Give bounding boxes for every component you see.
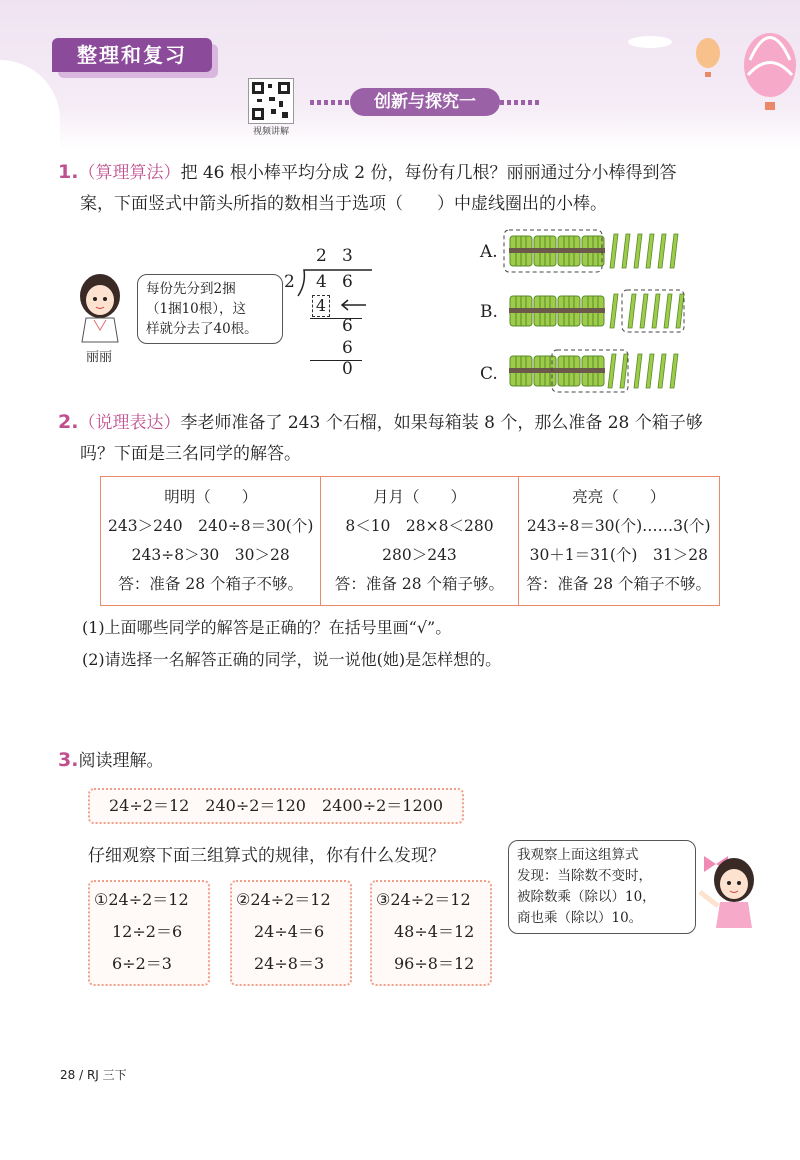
division-bracket bbox=[294, 268, 372, 298]
balloons-icon bbox=[620, 20, 800, 130]
q1-bubble-line: （1捆10根），这 bbox=[146, 301, 247, 317]
student-name: 月月（ ） bbox=[372, 488, 466, 506]
qr-label: 视频讲解 bbox=[252, 127, 289, 137]
solutions-table bbox=[100, 476, 720, 606]
quotient-ones: 3 bbox=[342, 246, 353, 266]
qr-code[interactable] bbox=[248, 78, 294, 124]
option-b-sticks bbox=[509, 290, 684, 332]
group-line: 96÷8＝12 bbox=[394, 954, 475, 973]
q2-tag: （说理表达） bbox=[78, 413, 181, 433]
q2-sub2: (2)请选择一名解答正确的同学，说一说他(她)是怎样想的。 bbox=[82, 650, 502, 669]
group-line: ③24÷2＝12 bbox=[376, 890, 471, 909]
banner-stripe-left bbox=[310, 100, 350, 105]
option-c-label: C. bbox=[480, 364, 498, 384]
solution-line: 答：准备 28 个箱子不够。 bbox=[526, 575, 712, 593]
q3-group-2 bbox=[230, 880, 352, 986]
student-name: 亮亮（ ） bbox=[572, 488, 666, 506]
option-a-label: A. bbox=[480, 242, 498, 262]
q1-text1: 把 46 根小棒平均分成 2 份，每份有几根？丽丽通过分小棒得到答 bbox=[180, 163, 677, 183]
q3-heading bbox=[58, 746, 163, 775]
dividend-ones: 6 bbox=[342, 272, 353, 292]
q3-prompt: 仔细观察下面三组算式的规律，你有什么发现？ bbox=[88, 846, 445, 866]
q3-bubble-line: 被除数乘（除以）10， bbox=[517, 889, 656, 905]
solution-line: 243＞240 240÷8＝30(个) bbox=[107, 517, 314, 535]
section-banner: 创新与探究一 bbox=[350, 88, 500, 116]
q2-text1: 李老师准备了 243 个石榴，如果每箱装 8 个，那么准备 28 个箱子够 bbox=[180, 413, 703, 433]
group-line: ①24÷2＝12 bbox=[94, 890, 189, 909]
solution-line: 30＋1＝31(个) 31＞28 bbox=[529, 546, 708, 564]
option-b-label: B. bbox=[480, 302, 498, 322]
sticks-options bbox=[500, 226, 700, 396]
section-title: 整理和复习 bbox=[52, 38, 212, 72]
girl-with-bow-icon bbox=[694, 850, 764, 930]
q3-group-3 bbox=[370, 880, 492, 986]
group-line: 12÷2＝6 bbox=[112, 922, 183, 941]
group-line: 48÷4＝12 bbox=[394, 922, 475, 941]
banner-stripe-right bbox=[500, 100, 540, 105]
q3-bubble bbox=[508, 840, 696, 934]
group-line: 6÷2＝3 bbox=[112, 954, 172, 973]
divisor: 2 bbox=[284, 272, 295, 292]
division-rule-2 bbox=[310, 360, 362, 361]
q3-title: 阅读理解。 bbox=[78, 751, 164, 771]
solution-liangliang bbox=[518, 477, 719, 606]
group-line: ②24÷2＝12 bbox=[236, 890, 331, 909]
q3-number: 3. bbox=[58, 749, 79, 771]
q2-line2: 吗？下面是三名同学的解答。 bbox=[80, 444, 301, 464]
solution-line: 8＜10 28×8＜280 bbox=[345, 517, 494, 535]
q3-example: 24÷2＝12 240÷2＝120 2400÷2＝1200 bbox=[88, 788, 464, 824]
girl-lili-icon bbox=[70, 268, 132, 348]
step2: 6 bbox=[342, 316, 353, 336]
q3-bubble-line: 发现：当除数不变时， bbox=[517, 868, 652, 884]
option-c-sticks bbox=[509, 350, 678, 392]
q1-number: 1. bbox=[58, 161, 79, 183]
division-rule-1 bbox=[310, 318, 362, 319]
q1-bubble-line: 每份先分到2捆 bbox=[146, 281, 236, 297]
group-line: 24÷4＝6 bbox=[254, 922, 325, 941]
solution-line: 答：准备 28 个箱子不够。 bbox=[118, 575, 303, 593]
q1-bubble bbox=[137, 274, 283, 344]
arrow-left-icon bbox=[338, 298, 368, 312]
step1-box: 4 bbox=[312, 295, 330, 317]
solution-mingming bbox=[101, 477, 321, 606]
girl-name: 丽丽 bbox=[86, 350, 113, 365]
q3-group-1 bbox=[88, 880, 210, 986]
q2-line1 bbox=[58, 408, 703, 437]
q3-bubble-line: 商也乘（除以）10。 bbox=[517, 910, 643, 926]
q2-sub1: (1)上面哪些同学的解答是正确的？在括号里画“√”。 bbox=[82, 618, 452, 637]
q1-line1 bbox=[58, 158, 677, 187]
solution-line: 243÷8＝30(个)……3(个) bbox=[526, 517, 711, 535]
quotient-tens: 2 bbox=[316, 246, 327, 266]
remainder: 0 bbox=[342, 359, 353, 379]
q1-line2: 案，下面竖式中箭头所指的数相当于选项（ ）中虚线圈出的小棒。 bbox=[80, 194, 607, 214]
group-line: 24÷8＝3 bbox=[254, 954, 325, 973]
long-division bbox=[282, 246, 372, 386]
student-name: 明明（ ） bbox=[164, 488, 258, 506]
option-a-sticks bbox=[504, 230, 678, 272]
solution-line: 243÷8＞30 30＞28 bbox=[131, 546, 290, 564]
q1-tag: （算理算法） bbox=[78, 163, 181, 183]
q3-bubble-line: 我观察上面这组算式 bbox=[517, 847, 639, 863]
q2-number: 2. bbox=[58, 411, 79, 433]
dividend-tens: 4 bbox=[316, 272, 327, 292]
solution-line: 答：准备 28 个箱子够。 bbox=[334, 575, 504, 593]
page-footer: 28 / RJ 三下 bbox=[60, 1068, 127, 1082]
q1-bubble-line: 样就分去了40根。 bbox=[146, 321, 258, 337]
step3: 6 bbox=[342, 338, 353, 358]
solution-line: 280＞243 bbox=[382, 546, 457, 564]
solution-yueyue bbox=[321, 477, 518, 606]
